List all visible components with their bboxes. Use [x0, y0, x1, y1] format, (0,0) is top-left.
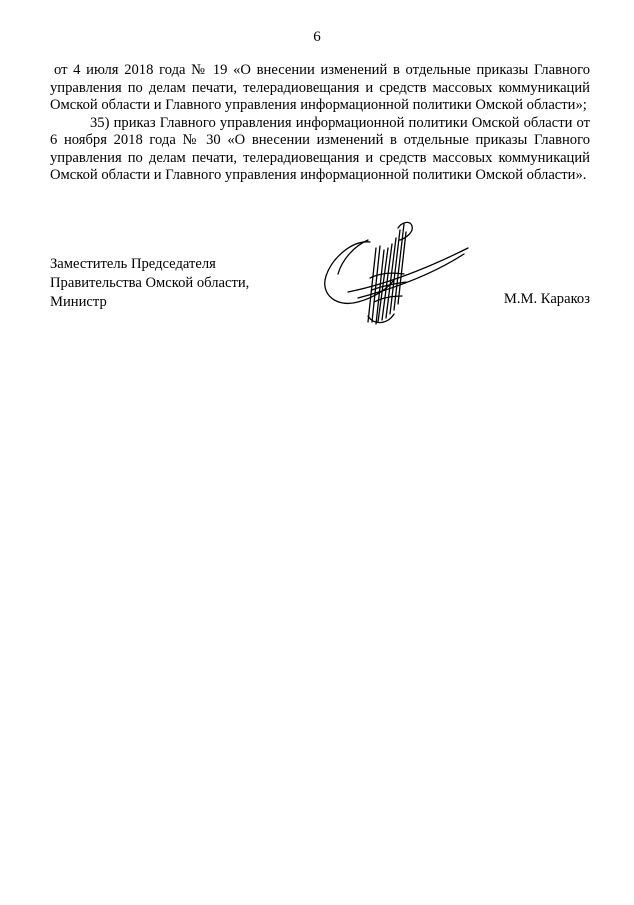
signatory-title: [50, 255, 310, 312]
handwritten-signature-icon: [318, 218, 478, 330]
page-number: 6: [313, 29, 321, 45]
signatory-title-line-3: Министр: [50, 294, 107, 310]
signatory-title-line-2: Правительства Омской области,: [50, 275, 250, 291]
document-body: [50, 62, 590, 185]
paragraph-item-35: 35) приказ Главного управления информационной политики Омской области от 6 ноября 2018 года № 30 «О внесении изменений в отдельные приказы Главного управления по делам печати, телерадиовещания и средств массовых коммуникаций Омской области и Главного управления информационной политики Омской области».: [50, 114, 590, 183]
signatory-name: М.М. Каракоз: [503, 291, 590, 307]
signatory-title-line-1: Заместитель Председателя: [50, 256, 216, 272]
paragraph-continuation: от 4 июля 2018 года № 19 «О внесении изменений в отдельные приказы Главного управления по делам печати, телерадиовещания и средств массовых коммуникаций Омской области и Главного управления информационной политики Омской области»;: [50, 62, 590, 113]
